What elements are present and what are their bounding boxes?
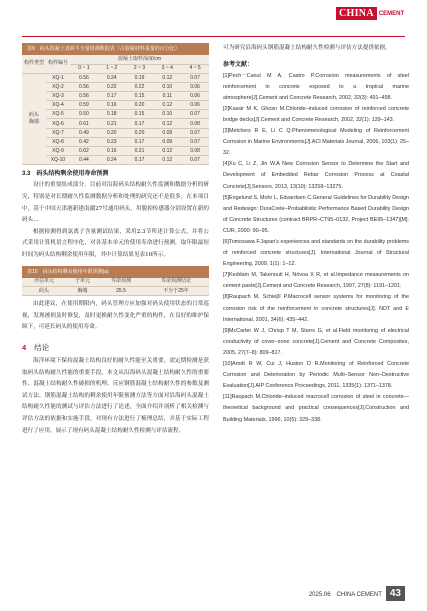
cell: 0.22 xyxy=(98,82,126,91)
cell: 0.07 xyxy=(181,137,209,146)
cell: 0.09 xyxy=(153,137,181,146)
reference-item: [5]Engelund S, Mohr L, Edvardsen C.General Guidelines for Durability Design and Redesign: DuraCrete–Probabilistic Performance Based Durability Design of Concrete Structures (contract BRPR–CT95–0132, Project BE95–1347)[M]. CUR, 2000: 90–95. xyxy=(223,194,409,234)
logo-sub: CEMENT xyxy=(378,10,405,17)
row-id: XQ-5 xyxy=(46,110,70,119)
cell: 0.07 xyxy=(181,73,209,82)
row-id: XQ-7 xyxy=(46,128,70,137)
cell: 0.22 xyxy=(126,82,154,91)
cell: 0.10 xyxy=(153,110,181,119)
cell: 胸墙 xyxy=(66,287,99,296)
cell: 0.19 xyxy=(126,73,154,82)
table-row xyxy=(22,91,209,100)
reference-item: [1]Pech－Canul M A, Castro P.Corrosion measurements of steel reinforcement in concrete exposed to a tropical marine atmosphere[J].Cement and Concrete Research, 2002, 32(3): 491–498. xyxy=(223,72,409,101)
cell: 0.12 xyxy=(153,147,181,156)
header-rule xyxy=(22,36,405,37)
cell: 0.17 xyxy=(126,119,154,128)
depth-header: 1 ~ 2 xyxy=(98,64,126,73)
reference-item: [2]Kassir M K, Ghosn M.Chloride–induced corrosion of reinforced concrete bridge decks[J].Cement and Concrete Research, 2002, 32(1): 139–143. xyxy=(223,105,409,123)
cell: 0.10 xyxy=(153,82,181,91)
page-footer xyxy=(309,586,405,601)
right-column xyxy=(223,43,409,426)
table-10 xyxy=(22,266,209,297)
cell: 0.56 xyxy=(70,82,98,91)
cell: 0.12 xyxy=(153,119,181,128)
cell: 0.16 xyxy=(98,101,126,110)
reference-item: [3]Melchers R E, Li C Q.Phenomenological Modeling of Reinforcement Corrosion in Marine Environments[J].ACI Materials Journal, 2006, 103(1): 25–32. xyxy=(223,128,409,157)
cell: 0.61 xyxy=(70,119,98,128)
row-id: XQ-3 xyxy=(46,91,70,100)
cell: 0.06 xyxy=(181,82,209,91)
cell: 0.09 xyxy=(153,128,181,137)
cell: 0.24 xyxy=(98,156,126,165)
reference-item: [8]Raupach M, Schieβl P.Macrocell sensor systems for monitoring of the corrosion risk of the reinforcement in concrete structures[J]. NDT and E International, 2001, 34(6): 435–442. xyxy=(223,294,409,323)
table-row xyxy=(22,110,209,119)
section-3-3-heading: 3.3 码头结构剩余使用寿命预测 xyxy=(22,171,109,178)
reference-item: [10]Arndt R W, Cui J, Huston D R.Monitoring of Reinforced Concrete Corrosion and Deterioration by Periodic Multi–Sensor Non–Destructive Evaluation[J].AIP Conference Proceedings, 2011, 1335(1): 1371–1378. xyxy=(223,361,409,390)
cell: 0.42 xyxy=(70,137,98,146)
left-column xyxy=(22,43,209,437)
col-header-depth: 混凝土取样深度/cm xyxy=(70,55,209,64)
row-id: XQ-10 xyxy=(46,156,70,165)
table-row xyxy=(22,287,209,296)
cell: 0.07 xyxy=(181,128,209,137)
reference-list xyxy=(223,71,409,426)
reference-item: [9]McCarter W J, Chrisp T M, Starrs G, et al.Field monitoring of electrical conductivity of cover–zone concrete[J].Cement and Concrete Composites, 2005, 27(7–8): 809–817. xyxy=(223,327,409,356)
section-3-3-paragraph-2: 根据检测得到氯离子含量测试结果，采用2.3节所述计算公式，并将公式采用计算机语言程序化，对各基本单元的使用寿命进行预测，取年限最短时间为码头结构剩余使用年限，其中计算结果见表10所示。 xyxy=(22,228,209,258)
col-header-type: 构件类型 xyxy=(22,55,46,73)
cell: 0.20 xyxy=(126,101,154,110)
section-4-paragraph: 海洋环境下保持混凝土结构良好的耐久性能至关重要，需定期检测是获取码头结构耐久性能的重要手段。本文从沿海码头混凝土结构耐久性的重要性、混凝土结构耐久性破损的机理、反应钢筋混凝土结构耐久性的参数及测试方法、钢筋混凝土结构的剩余使用年限预测方法等方面对沿海码头混凝土结构耐久性能的测试与评估方法进行了论述，全面介绍并剖析了相关检测与评估方法的依据和实施手段，对现有方法进行了梳理总结，并基于实际工程进行了应用，展示了现有码头混凝土结构耐久性检测与评估流程， xyxy=(22,358,209,434)
cell: 0.06 xyxy=(181,91,209,100)
table-row xyxy=(22,147,209,156)
row-id: XQ-4 xyxy=(46,101,70,110)
cell: 0.49 xyxy=(70,128,98,137)
cell: 0.12 xyxy=(153,156,181,165)
group-label-text: 码头胸墙 xyxy=(28,111,39,125)
cell: 0.12 xyxy=(153,101,181,110)
depth-header: 0 ~ 1 xyxy=(70,64,98,73)
table-row xyxy=(22,128,209,137)
cell: 0.15 xyxy=(126,91,154,100)
reference-item: [7]Keddam M, Takenouti H, Nóvoa X R, et al.Impedance measurements on cement paste[J].Cement and Concrete Research, 1997, 27(8): 1191–1201. xyxy=(223,272,409,290)
reference-item: [11]Raupach M.Chloride–induced macrocell corrosion of steel in concrete—theoretical background and practical consequences[J].Construction and Building Materials, 1996, 10(5): 329–338. xyxy=(223,394,409,423)
cell: 25.5 xyxy=(99,287,143,296)
table-row xyxy=(22,156,209,165)
table-9 xyxy=(22,43,209,165)
cell: 0.62 xyxy=(70,147,98,156)
cell: 0.24 xyxy=(98,73,126,82)
cell: 0.56 xyxy=(70,91,98,100)
page-number: 43 xyxy=(386,586,405,601)
section-4-title: 结论 xyxy=(34,343,50,352)
conclusion-continued: 可为研究沿海码头钢筋混凝土结构耐久性检测与评估方法提供依据。 xyxy=(223,45,391,51)
cell: 0.23 xyxy=(98,137,126,146)
logo-main: CHINA xyxy=(336,7,377,20)
cell: 0.17 xyxy=(126,156,154,165)
section-4-heading xyxy=(22,340,209,356)
table-row xyxy=(22,119,209,128)
table-9-title: 表9 码头混凝土表面平全量铬测数据表（占胶凝材料重量的百分比） xyxy=(22,43,209,55)
reference-item: [6]Tomosawa F.Japan's experiences and standards on the durability problems of reinforced concrete structures[J]. International Journal of Structural Engineering, 2009, 1(1): 1–12. xyxy=(223,239,409,268)
references-heading: 参考文献： xyxy=(223,61,254,68)
table-10-header: 寿命预测 xyxy=(99,278,143,287)
table-row xyxy=(22,137,209,146)
row-id: XQ-9 xyxy=(46,147,70,156)
footer-issue: 2025.06 CHINA CEMENT xyxy=(308,592,382,598)
cell: 0.50 xyxy=(70,110,98,119)
table-10-grid xyxy=(22,278,209,297)
cell: 0.08 xyxy=(181,119,209,128)
table-row xyxy=(22,101,209,110)
cell: 0.44 xyxy=(70,156,98,165)
cell: 0.07 xyxy=(181,110,209,119)
depth-header: 4 ~ 5 xyxy=(181,64,209,73)
journal-logo xyxy=(336,7,404,20)
conclusion-lead-paragraph: 由此建议，在使用期限内，码头管理方应加强对码头使用状态的日常巡视，发现被损及时修复，及时更换耐久性变化严重的构件，在良好的维护保障下，可延长码头的使用寿命。 xyxy=(22,301,209,331)
section-3-3-paragraph-1: 设计的重要组成部分。目前对沿海码头结构耐久性监测和数据分析的研究，特别是对长期耐久性监测数据分析和处理的研究还不是很多。在本项目中，基于中国天津港新建南疆27号通用码头，用脱掉传感器分别设置在新的码头... xyxy=(22,182,209,224)
cell: 0.15 xyxy=(126,110,154,119)
cell: 0.07 xyxy=(181,156,209,165)
cell: 码头 xyxy=(22,287,66,296)
cell: 0.20 xyxy=(98,128,126,137)
cell: 不少于25年 xyxy=(143,287,209,296)
cell: 0.16 xyxy=(98,147,126,156)
table-10-header: 寿命预测结论 xyxy=(143,278,209,287)
cell: 0.17 xyxy=(98,91,126,100)
table-10-header: 子单元 xyxy=(66,278,99,287)
cell: 0.06 xyxy=(181,101,209,110)
table-10-header: 评估单元 xyxy=(22,278,66,287)
depth-header: 3 ~ 4 xyxy=(153,64,181,73)
cell: 0.17 xyxy=(126,137,154,146)
cell: 0.59 xyxy=(70,101,98,110)
depth-header: 2 ~ 3 xyxy=(126,64,154,73)
table-10-title: 表10 码头结构剩余使用年限预测(a) xyxy=(22,266,209,278)
table-row xyxy=(22,82,209,91)
row-id: XQ-6 xyxy=(46,119,70,128)
reference-item: [4]Xu C, Li Z, Jin W.A New Corrosion Sensor to Determine the Start and Development of Embedded Rebar Corrosion Process at Coastal Concrete[J].Sensors, 2013, 13(10): 13258–13275. xyxy=(223,161,409,190)
cell: 0.12 xyxy=(153,73,181,82)
section-4-number: 4 xyxy=(22,343,27,352)
row-id: XQ-2 xyxy=(46,82,70,91)
table-9-grid xyxy=(22,55,209,165)
cell: 0.21 xyxy=(98,119,126,128)
col-header-no: 构件编号 xyxy=(46,55,70,73)
row-id: XQ-1 xyxy=(46,73,70,82)
cell: 0.56 xyxy=(70,73,98,82)
row-id: XQ-8 xyxy=(46,137,70,146)
cell: 0.18 xyxy=(98,110,126,119)
cell: 0.21 xyxy=(126,147,154,156)
cell: 0.08 xyxy=(181,147,209,156)
table-row xyxy=(22,73,209,82)
group-label xyxy=(22,73,46,165)
cell: 0.20 xyxy=(126,128,154,137)
cell: 0.11 xyxy=(153,91,181,100)
